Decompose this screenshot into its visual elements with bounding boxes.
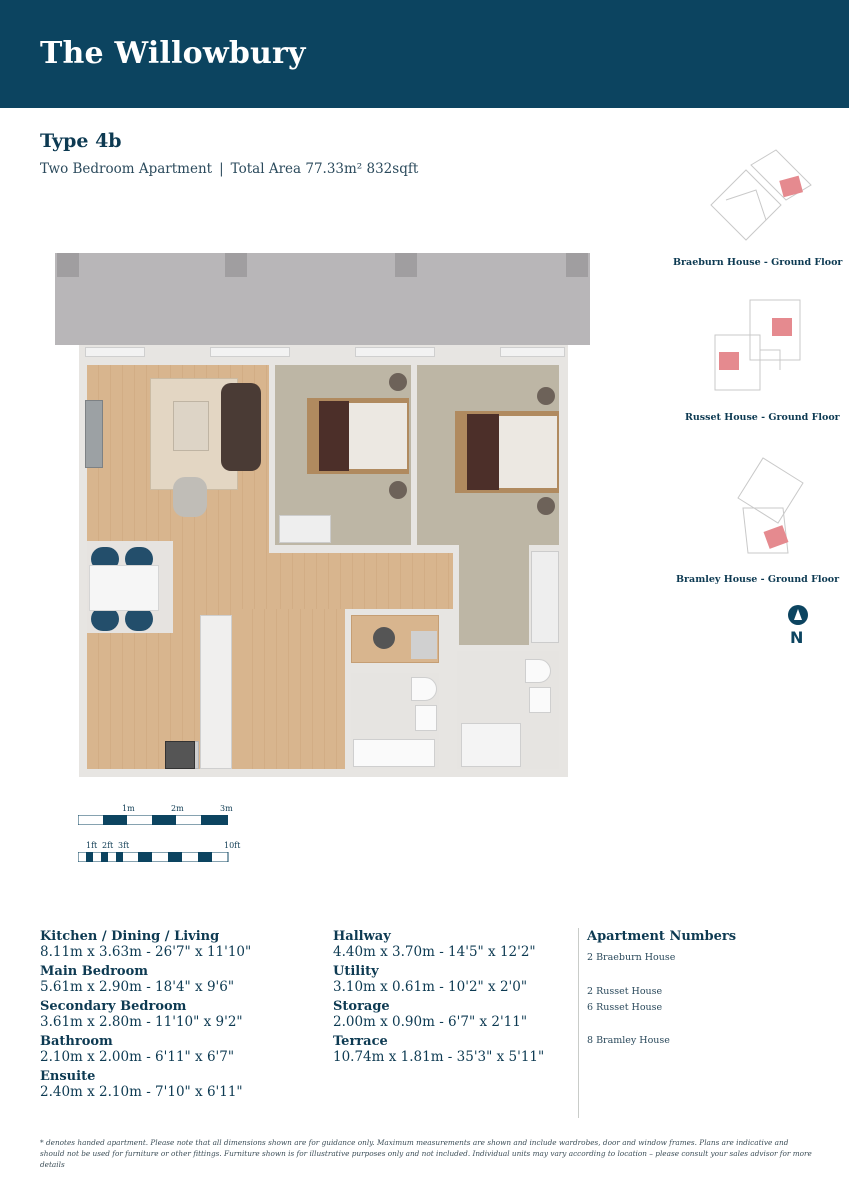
coffee-table: [173, 401, 209, 451]
terrace-planter: [57, 253, 79, 277]
hob: [165, 741, 195, 769]
room-entry: [40, 1069, 251, 1100]
header-banner: [0, 0, 849, 108]
metric-scale-bar: [78, 804, 233, 826]
apartment-description: Two Bedroom Apartment: [40, 161, 213, 177]
scale-label: 2m: [171, 804, 184, 813]
room-name: Utility: [333, 964, 379, 979]
bathtub: [353, 739, 435, 767]
room-name: Kitchen / Dining / Living: [40, 929, 220, 944]
room-entry: [40, 999, 251, 1030]
apartment-number: 2 Braeburn House: [587, 952, 676, 963]
wardrobe: [279, 515, 331, 543]
room-entry: [333, 964, 544, 995]
room-name: Terrace: [333, 1034, 388, 1049]
room-dimensions: 3.10m x 0.61m - 10'2" x 2'0": [333, 979, 528, 995]
window: [85, 347, 145, 357]
development-title: The Willowbury: [40, 36, 306, 71]
room-dimensions: 4.40m x 3.70m - 14'5" x 12'2": [333, 944, 536, 960]
tv-unit: [85, 400, 103, 468]
room-dimensions: 2.10m x 2.00m - 6'11" x 6'7": [40, 1049, 235, 1065]
room-name: Storage: [333, 999, 390, 1014]
shower-tray: [461, 723, 521, 767]
room-dimensions: 10.74m x 1.81m - 35'3" x 5'11": [333, 1049, 545, 1065]
north-arrow-icon: [788, 605, 808, 625]
apartment-numbers-title: Apartment Numbers: [587, 929, 737, 944]
apartment-total-area: Total Area 77.33m² 832sqft: [230, 161, 419, 177]
scale-label: 3ft: [118, 841, 130, 850]
apartment-subtitle: [40, 161, 418, 177]
terrace-planter: [225, 253, 247, 277]
bedside-lamp: [537, 497, 555, 515]
north-label: N: [790, 628, 804, 647]
terrace-planter: [566, 253, 588, 277]
bedside-lamp: [389, 481, 407, 499]
wardrobe: [531, 551, 559, 643]
window: [355, 347, 435, 357]
kitchen-worktop: [200, 615, 232, 769]
bed-throw: [467, 414, 499, 490]
sofa: [221, 383, 261, 471]
room-dimensions: 2.40m x 2.10m - 7'10" x 6'11": [40, 1084, 243, 1100]
boiler: [373, 627, 395, 649]
toilet: [525, 659, 551, 683]
apartment-number: 8 Bramley House: [587, 1035, 670, 1046]
imperial-scale-bar: [78, 841, 241, 863]
apartment-number: 6 Russet House: [587, 1002, 663, 1013]
scale-label: 1m: [122, 804, 135, 813]
subtitle-separator: |: [219, 161, 224, 177]
russet-key-plan: [710, 295, 810, 395]
scale-label: 2ft: [102, 841, 114, 850]
basin: [415, 705, 437, 731]
terrace-planter: [395, 253, 417, 277]
washer: [411, 631, 437, 659]
room-name: Hallway: [333, 929, 391, 944]
armchair: [173, 477, 207, 517]
braeburn-key-plan: [706, 145, 816, 245]
room-name: Ensuite: [40, 1069, 96, 1084]
room-name: Bathroom: [40, 1034, 113, 1049]
main-bedroom-floor: [459, 545, 529, 645]
room-entry: [40, 929, 251, 960]
toilet: [411, 677, 437, 701]
disclaimer-footnote: * denotes handed apartment. Please note that all dimensions shown are for guidance only. Maximum measurements are shown and include wardrobes, door and window frames. Plans are indicative and should not be used for furniture or other fittings. Furniture shown is for illustrative purposes only and not included. Individual units may vary according to location – please consult your sales advisor for more details: [40, 1138, 812, 1169]
bedside-lamp: [389, 373, 407, 391]
bedside-lamp: [537, 387, 555, 405]
scale-label: 1ft: [86, 841, 98, 850]
room-dimensions: 5.61m x 2.90m - 18'4" x 9'6": [40, 979, 235, 995]
room-entry: [40, 964, 251, 995]
room-name: Secondary Bedroom: [40, 999, 187, 1014]
apartment-number: 2 Russet House: [587, 986, 663, 997]
terrace-area: [55, 253, 590, 345]
window: [210, 347, 290, 357]
room-dimensions-left: [40, 929, 251, 1104]
scale-label: 10ft: [224, 841, 241, 850]
dining-table: [89, 565, 159, 611]
basin: [529, 687, 551, 713]
room-dimensions: 8.11m x 3.63m - 26'7" x 11'10": [40, 944, 252, 960]
bed-linen: [499, 416, 557, 488]
bramley-key-label: Bramley House - Ground Floor: [676, 574, 840, 585]
room-entry: [333, 929, 544, 960]
bed-throw: [319, 401, 349, 471]
scale-label: 3m: [220, 804, 233, 813]
bed-linen: [349, 403, 407, 469]
room-entry: [333, 999, 544, 1030]
room-entry: [333, 1034, 544, 1065]
window: [500, 347, 565, 357]
bramley-key-plan: [728, 448, 808, 558]
room-name: Main Bedroom: [40, 964, 149, 979]
russet-key-label: Russet House - Ground Floor: [685, 412, 840, 423]
hallway-floor: [269, 553, 453, 609]
room-entry: [40, 1034, 251, 1065]
room-dimensions: 2.00m x 0.90m - 6'7" x 2'11": [333, 1014, 528, 1030]
apartment-type-title: Type 4b: [40, 130, 122, 152]
floor-plan: [55, 253, 590, 778]
column-divider: [578, 928, 579, 1118]
braeburn-key-label: Braeburn House - Ground Floor: [673, 257, 843, 268]
hallway-floor: [241, 609, 345, 769]
room-dimensions: 3.61m x 2.80m - 11'10" x 9'2": [40, 1014, 243, 1030]
room-dimensions-right: [333, 929, 544, 1069]
